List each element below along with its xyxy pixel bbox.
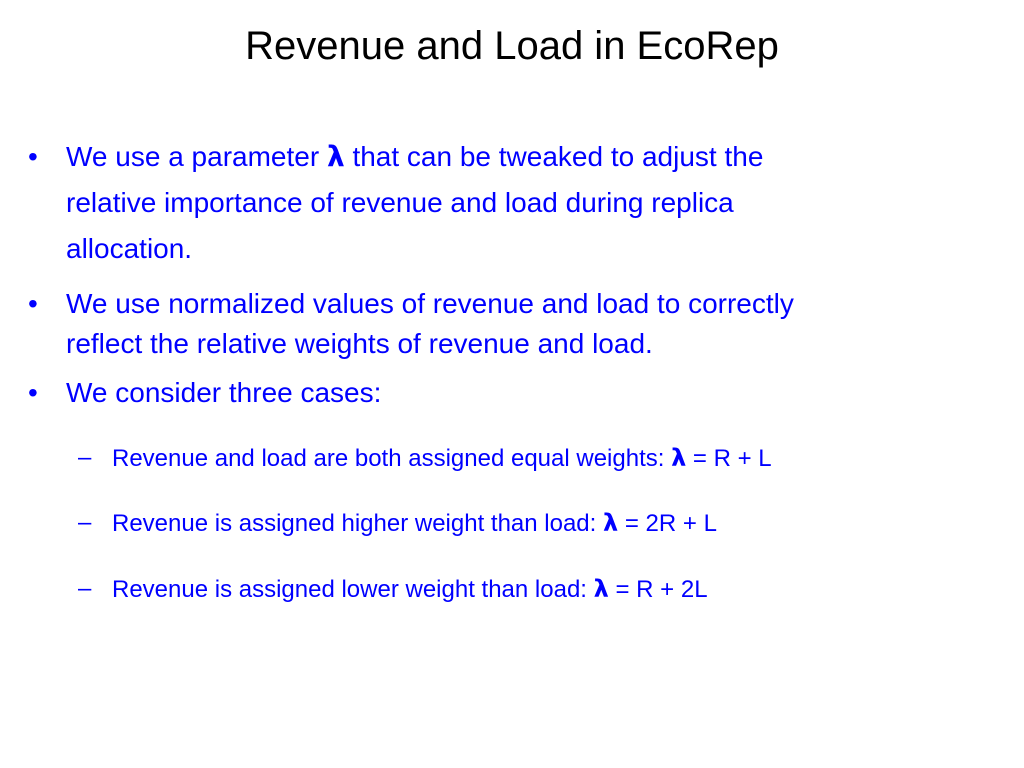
bullet-marker: • (28, 288, 38, 319)
sub-bullet-marker: – (78, 575, 92, 602)
bullet-item-parameter (28, 134, 988, 272)
sub-bullet-text (112, 506, 978, 541)
bullet-text: We consider three cases: (66, 377, 382, 408)
sub-bullet-marker: – (78, 444, 92, 471)
sub-bullet-formula: = 2R + L (618, 510, 717, 537)
bullet-text-segment: We use a parameter (66, 141, 327, 172)
bullet-marker: • (28, 141, 38, 172)
bullet-marker: • (28, 377, 38, 408)
sub-bullet-formula: = R + L (686, 445, 772, 472)
bullet-text-segment: that can be tweaked to adjust the (344, 141, 764, 172)
sub-bullet-equal-weights (78, 441, 978, 476)
sub-bullet-text (112, 441, 978, 476)
sub-bullet-lower-weight (78, 572, 978, 607)
bullet-line-1: We use normalized values of revenue and load to correctly (66, 288, 794, 319)
slide-title: Revenue and Load in EcoRep (245, 24, 779, 68)
lambda-symbol: λ (326, 140, 345, 173)
lambda-symbol: λ (671, 444, 687, 472)
bullet-item-cases (28, 373, 988, 413)
sub-bullet-text-segment: Revenue and load are both assigned equal weights: (112, 445, 672, 472)
sub-bullet-marker: – (78, 509, 92, 536)
sub-bullet-text-segment: Revenue is assigned higher weight than load: (112, 510, 603, 537)
sub-bullet-higher-weight (78, 506, 978, 541)
sub-bullet-text-segment: Revenue is assigned lower weight than load: (112, 576, 594, 603)
bullet-text (66, 134, 988, 272)
bullet-line-2: relative importance of revenue and load during replica (66, 187, 734, 218)
lambda-symbol: λ (603, 509, 619, 537)
bullet-line-1 (66, 141, 763, 172)
bullet-line-2: reflect the relative weights of revenue and load. (66, 328, 653, 359)
sub-bullet-text (112, 572, 978, 607)
lambda-symbol: λ (593, 575, 609, 603)
bullet-line-3: allocation. (66, 233, 193, 264)
sub-bullet-formula: = R + 2L (608, 576, 708, 603)
bullet-text (66, 284, 988, 364)
bullet-item-normalized (28, 284, 988, 364)
